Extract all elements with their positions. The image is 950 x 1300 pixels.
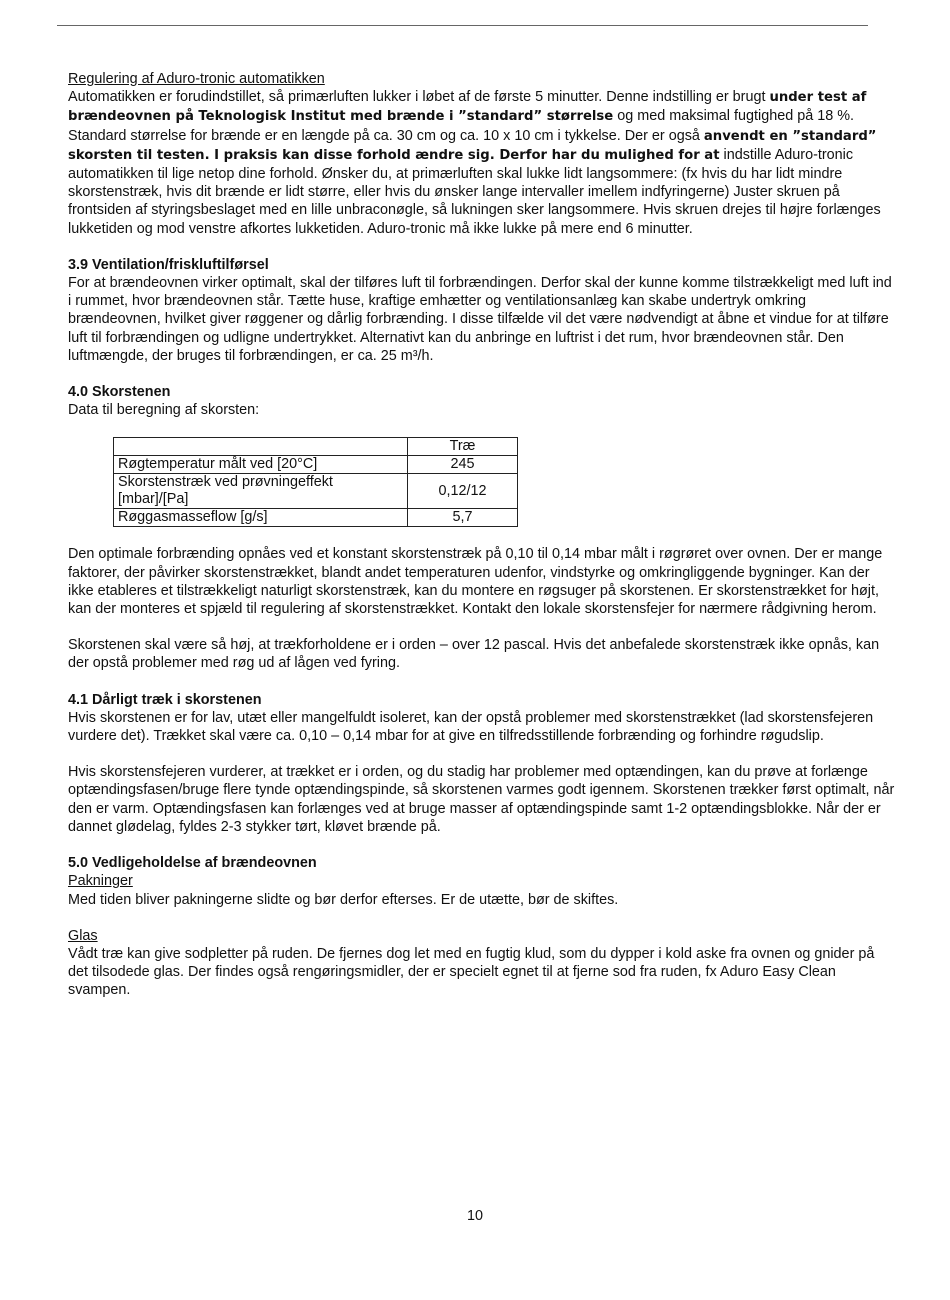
paragraph-regulering: [68, 88, 898, 238]
regulering-text-c: og med maksimal fugtighed på 18 %. Standard størrelse for brænde er en længde på ca. 30 cm og ca. 10 x 10 cm i tykkelse. Der er også: [68, 108, 855, 144]
paragraph-optimal-draught: Den optimale forbrænding opnåes ved et konstant skorstenstræk på 0,10 til 0,14 mbar målt i røgrøret over ovnen. Der er mange faktorer, der påvirker skorstenstrækket, blandt andet temperaturen udenfor, vindstyrke og omkringliggende bygninger. Kan der ikke etableres et tilstrækkeligt naturligt skorstenstræk, kan du montere en røgsuger på skorstenen. Er skorstenstrækket for højt, kan der monteres et spjæld til regulering af skorstenstrækket. Kontakt den lokale skorstensfejer for nærmere rådgivning herom.: [68, 546, 883, 618]
paragraph-glas: Vådt træ kan give sodpletter på ruden. De fjernes dog let med en fugtig klud, som du dypper i kold aske fra ovnen og gnider på det tilsodede glas. Der findes også rengøringsmidler, der er specielt egnet til at fjerne sod fra ruden, fx Aduro Easy Clean svampen.: [68, 945, 875, 999]
page-content: [68, 70, 898, 1000]
table-row-label: Røgtemperatur målt ved [20°C]: [114, 456, 408, 474]
regulering-text-b: under test af brændeovnen på Teknologisk Institut med brænde i ”standard” størrelse: [68, 90, 867, 125]
regulering-text-a: Automatikken er forudindstillet, så primærluften lukker i løbet af de første 5 minutter. Denne indstilling er brugt: [68, 89, 770, 106]
paragraph-poor-draught: Hvis skorstenen er for lav, utæt eller mangelfuldt isoleret, kan der opstå problemer med skorstenstrækket (lad skorstensfejeren vurdere det). Trækket skal være ca. 0,10 – 0,14 mbar for at give en tilfredsstillende forbrænding og forhindre røgudslip.: [68, 709, 874, 745]
table-row: [114, 509, 518, 527]
table-intro: Data til beregning af skorsten:: [68, 402, 260, 419]
subheading-pakninger: Pakninger: [68, 873, 133, 890]
paragraph-ventilation: For at brændeovnen virker optimalt, skal der tilføres luft til forbrændingen. Derfor skal der kunne komme tilstrækkeligt med luft ind i rummet, hvor brændeovnen står. Tætte huse, kraftige emhætter og ventilationsanlæg kan skabe undertryk omkring brændeovnen, hvilket giver røggener og dårlig forbrænding. I disse tilfælde vil det være nødvendigt at åbne et vindue for at tilføre luft til forbrændingen og udligne undertrykket. Alternativt kan du anbringe en luftrist i det rum, hvor brændeovnen står. Den luftmængde, der bruges til forbrændingen, er ca. 25 m³/h.: [68, 275, 892, 364]
table-row-value: 245: [408, 456, 518, 474]
table-row-label: Skorstenstræk ved prøvningeffekt [mbar]/[Pa]: [114, 474, 408, 509]
page-number: 10: [466, 1208, 483, 1224]
section-heading-4-1: 4.1 Dårligt træk i skorstenen: [68, 691, 262, 708]
table-row-value: 0,12/12: [408, 474, 518, 509]
table-row: [114, 456, 518, 474]
section-heading-5-0: 5.0 Vedligeholdelse af brændeovnen: [68, 855, 317, 872]
subheading-glas: Glas: [68, 927, 98, 944]
paragraph-pakninger: Med tiden bliver pakningerne slidte og bør derfor efterses. Er de utætte, bør de skiftes.: [68, 891, 619, 908]
table-header-empty: [114, 438, 408, 456]
header-rule: [57, 25, 868, 26]
section-heading-3-9: 3.9 Ventilation/friskluftilførsel: [68, 256, 269, 273]
table-row-value: 5,7: [408, 509, 518, 527]
table-row-label: Røggasmasseflow [g/s]: [114, 509, 408, 527]
table-header-trae: Træ: [408, 438, 518, 456]
section-heading-4-0: 4.0 Skorstenen: [68, 384, 171, 401]
regulering-text-d: anvendt en ”standard” skorsten til testen. I praksis kan disse forhold ændre sig. Derfor har du mulighed for at: [68, 128, 877, 163]
chimney-data-table: [113, 437, 518, 527]
table-header-row: [114, 438, 518, 456]
section-heading-regulering: Regulering af Aduro-tronic automatikken: [68, 71, 325, 87]
paragraph-chimney-height: Skorstenen skal være så høj, at trækforholdene er i orden – over 12 pascal. Hvis det anbefalede skorstenstræk ikke opnås, kan der opstå problemer med røg ud af lågen ved fyring.: [68, 637, 880, 672]
table-row: [114, 474, 518, 509]
paragraph-ignition: Hvis skorstensfejeren vurderer, at trækket er i orden, og du stadig har problemer med optændingen, kan du prøve at forlænge optændingsfasen/bruge flere tynde optændingspinde, så skorstenen varmes godt igennem. Skorstenen trækker først optimalt, når den er varm. Optændingsfasen kan forlænges ved at bruge masser af optændingspinde samt 1-2 optændingsblokke. Når der er dannet glødelag, fyldes 2-3 stykker tørt, kløvet brænde på.: [68, 764, 895, 835]
regulering-text-e: indstille Aduro-tronic automatikken til lige netop dine forhold. Ønsker du, at primærluften skal lukke lidt langsommere: (fx hvis du har lidt mindre skorstenstræk, hvis dit brænde er lidt større, eller hvis du ønsker lange intervaller imellem indfyringerne) Juster skruen på frontsiden af styringsbeslaget med en lille unbraconøgle, så lukningen sker langsommere. Hvis skruen drejes til højre forlænges lukketiden og mod venstre afkortes lukketiden. Aduro-tronic må ikke lukke på mere end 6 minutter.: [68, 146, 881, 237]
